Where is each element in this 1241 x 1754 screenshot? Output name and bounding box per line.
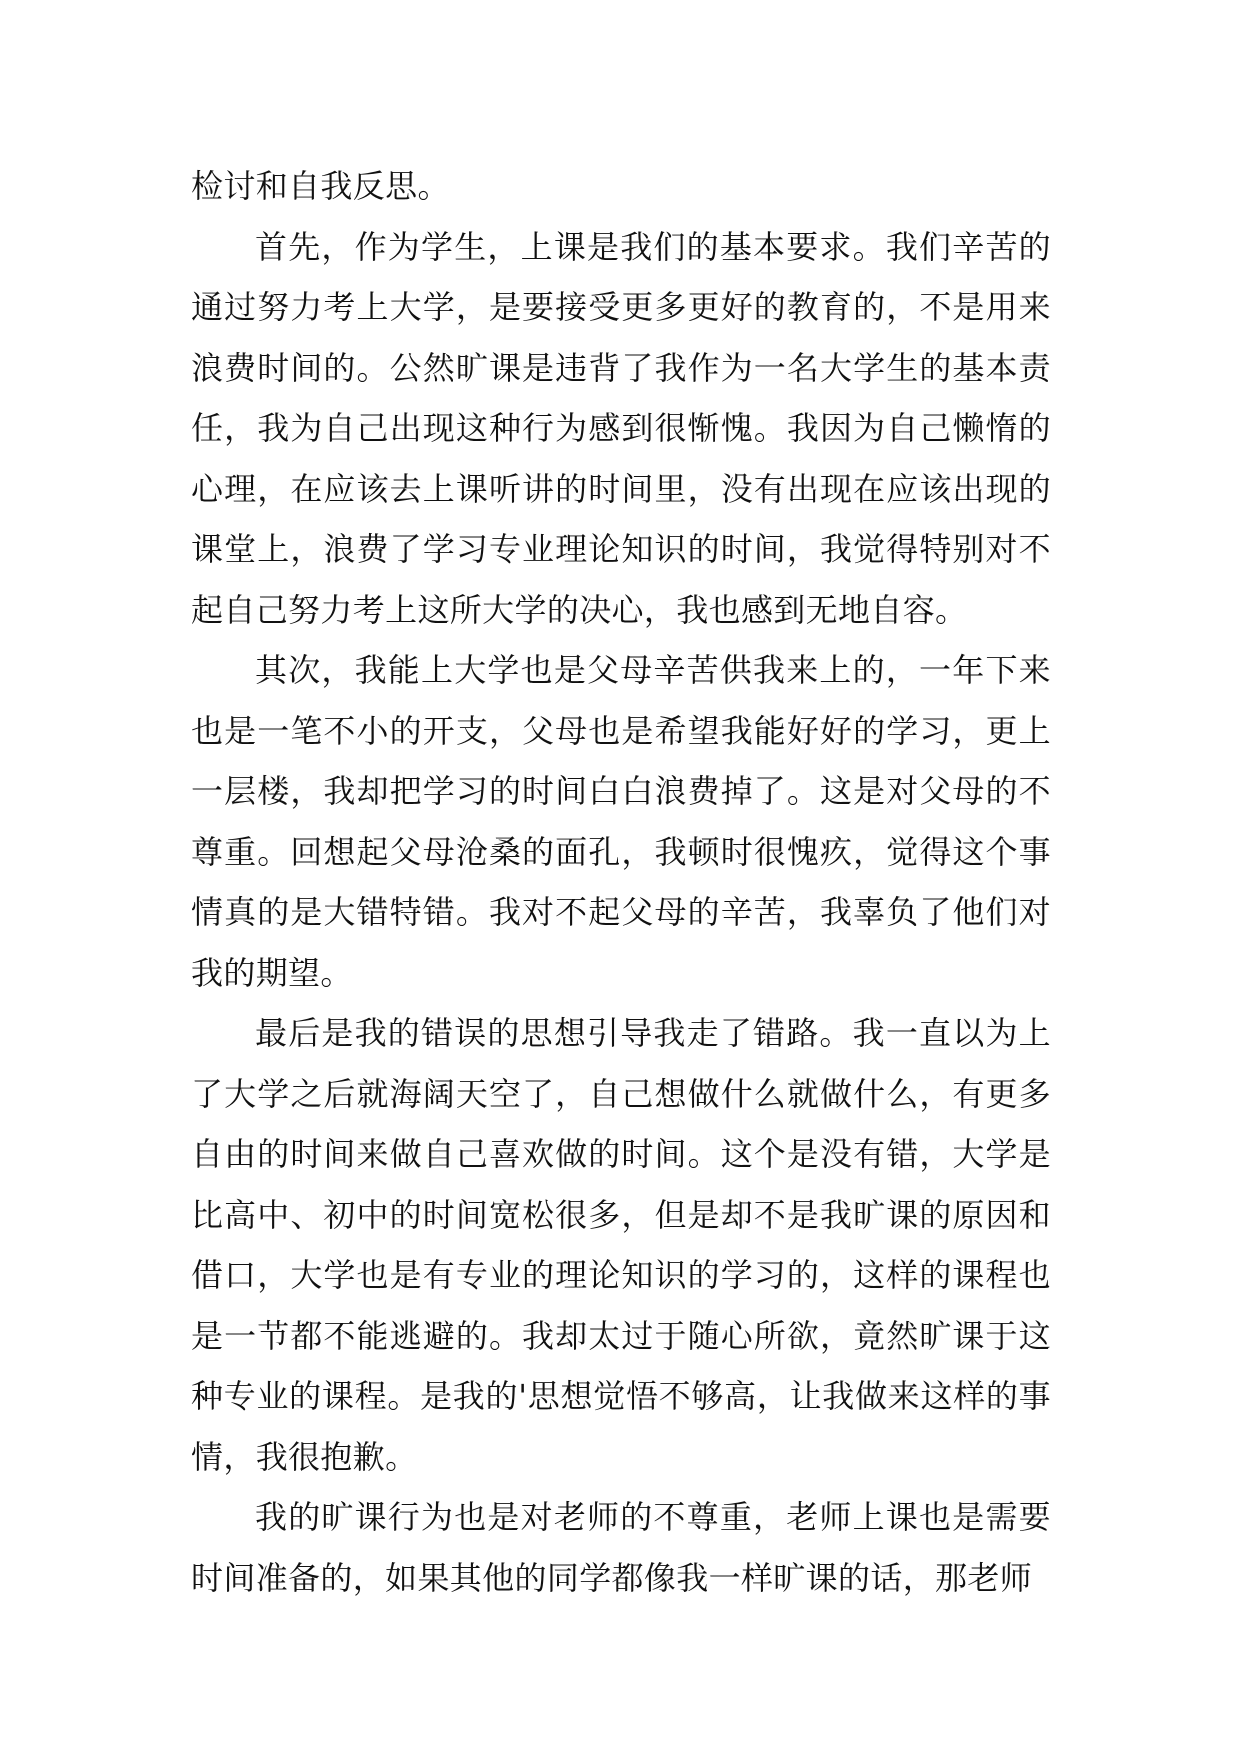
paragraph: 其次，我能上大学也是父母辛苦供我来上的，一年下来也是一笔不小的开支，父母也是希望我能好好的学习，更上一层楼，我却把学习的时间白白浪费掉了。这是对父母的不尊重。回想起父母沧桑的面孔，我顿时很愧疚，觉得这个事情真的是大错特错。我对不起父母的辛苦，我辜负了他们对我的期望。 (191, 651, 1051, 992)
paragraph: 我的旷课行为也是对老师的不尊重，老师上课也是需要时间准备的，如果其他的同学都像我一样旷课的话，那老师 (191, 1498, 1051, 1597)
paragraph-continued: 检讨和自我反思。 (191, 167, 450, 205)
paragraph: 最后是我的错误的思想引导我走了错路。我一直以为上了大学之后就海阔天空了，自己想做什么就做什么，有更多自由的时间来做自己喜欢做的时间。这个是没有错，大学是比高中、初中的时间宽松很多，但是却不是我旷课的原因和借口，大学也是有专业的理论知识的学习的，这样的课程也是一节都不能逃避的。我却太过于随心所欲，竟然旷课于这种专业的课程。是我的'思想觉悟不够高，让我做来这样的事情，我很抱歉。 (191, 1014, 1051, 1476)
paragraph: 首先，作为学生，上课是我们的基本要求。我们辛苦的通过努力考上大学，是要接受更多更好的教育的，不是用来浪费时间的。公然旷课是违背了我作为一名大学生的基本责任，我为自己出现这种行为感到很惭愧。我因为自己懒惰的心理，在应该去上课听讲的时间里，没有出现在应该出现的课堂上，浪费了学习专业理论知识的时间，我觉得特别对不起自己努力考上这所大学的决心，我也感到无地自容。 (191, 227, 1051, 629)
document-body (191, 156, 1051, 1608)
